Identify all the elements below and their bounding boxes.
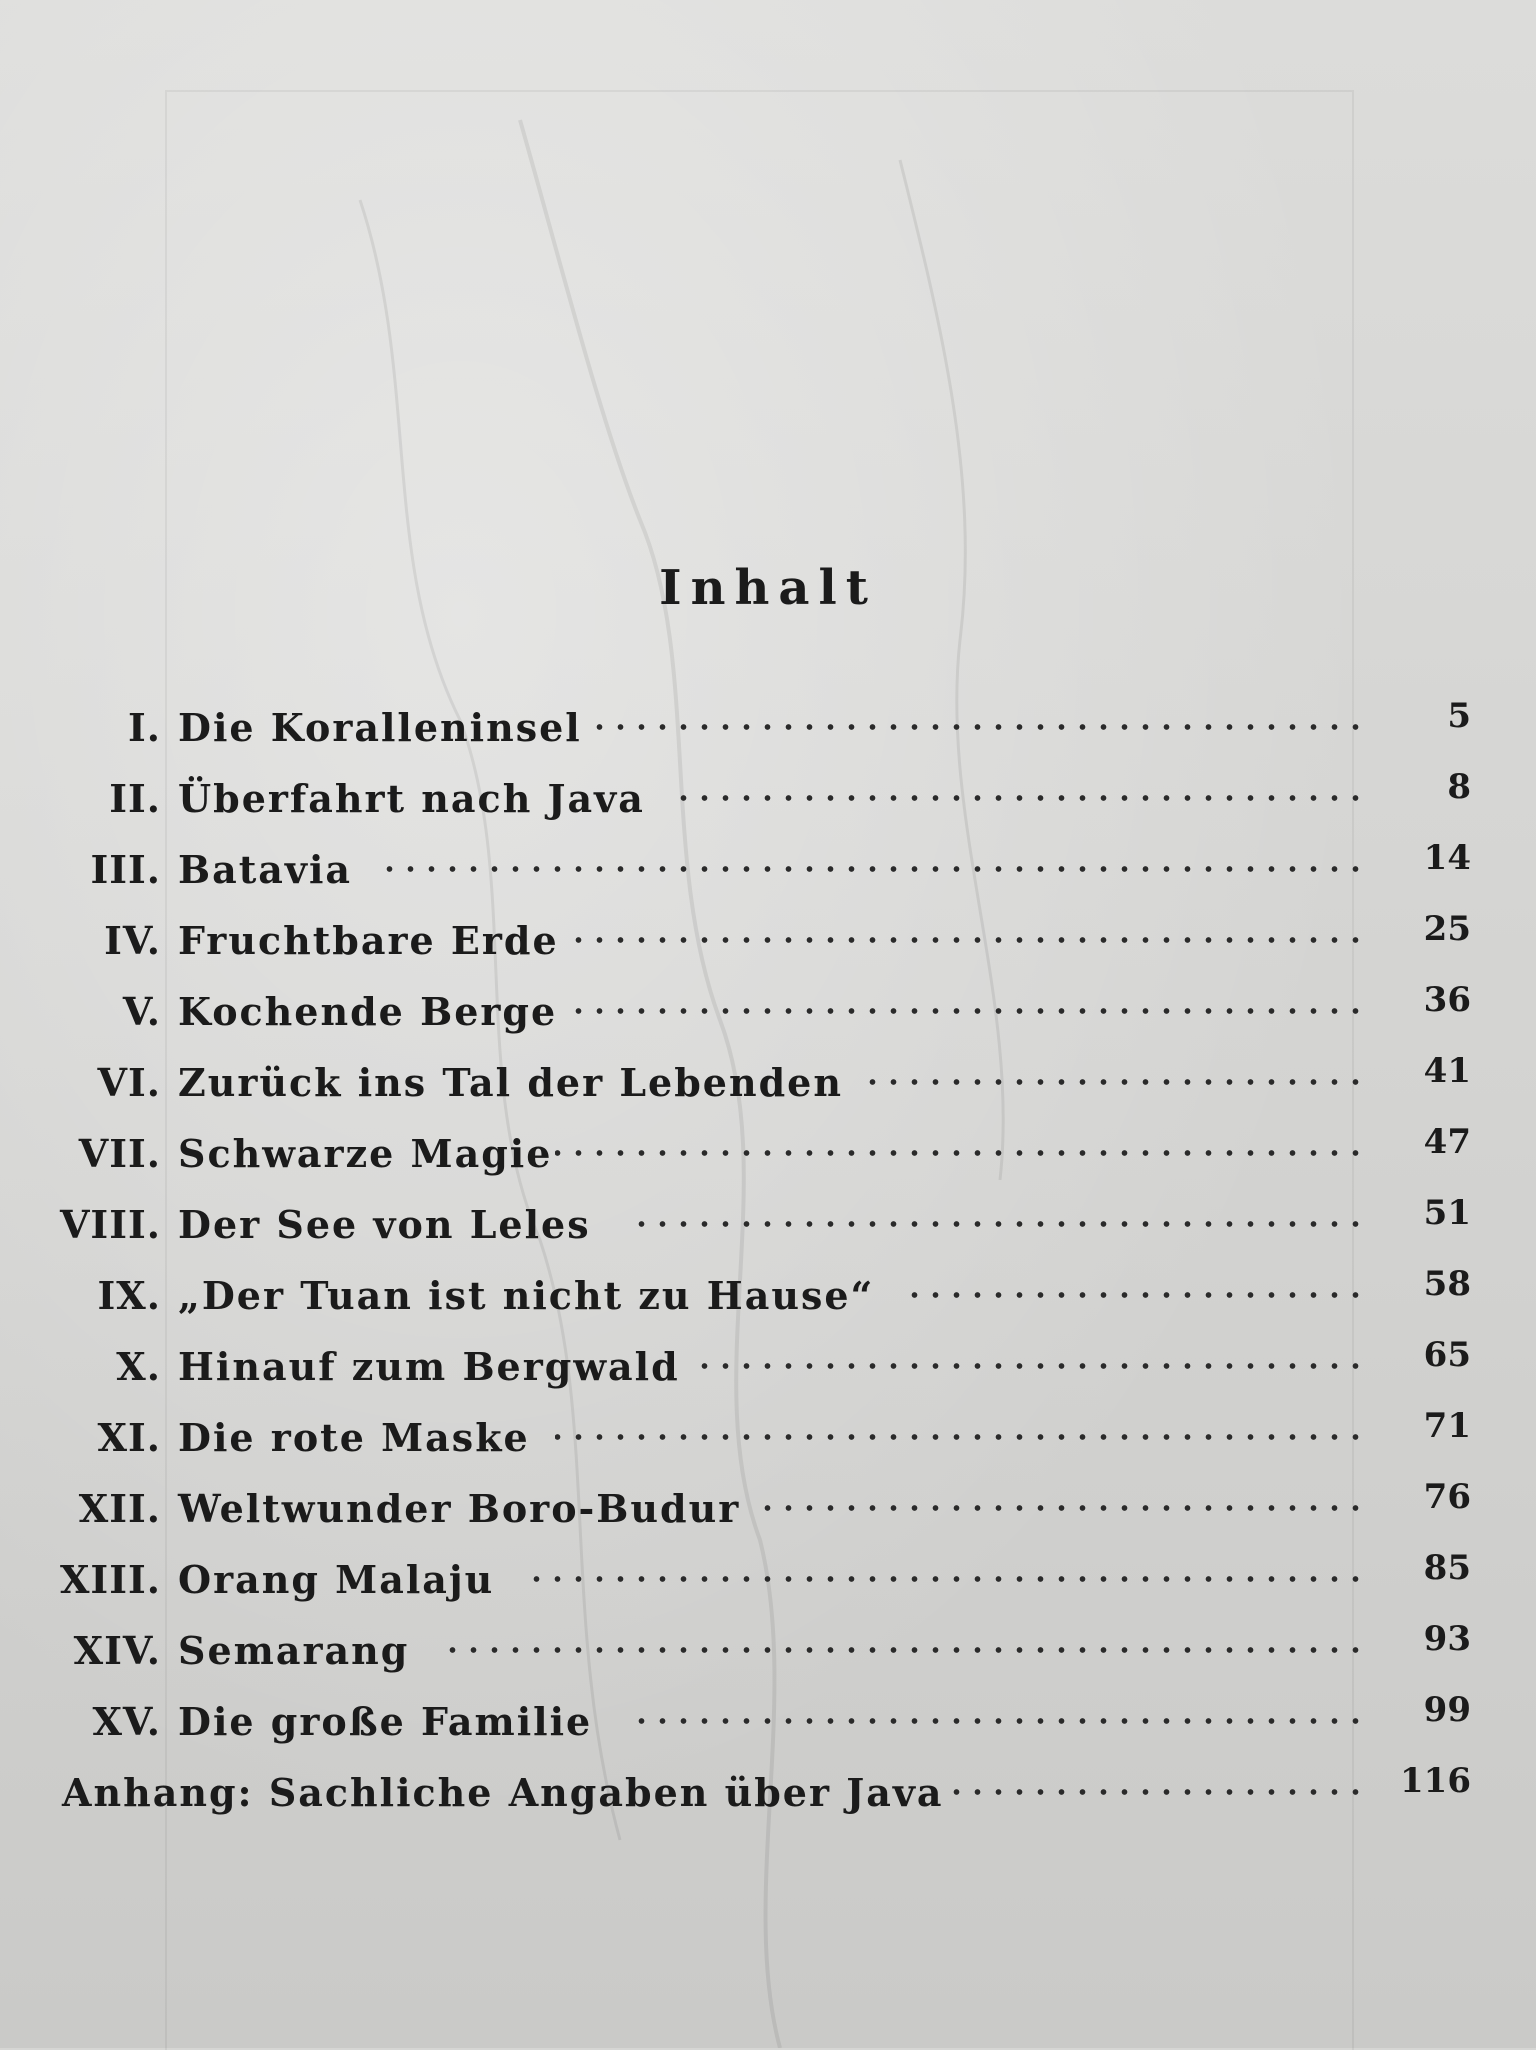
- page-title: Inhalt: [659, 560, 877, 616]
- chapter-title: Zurück ins Tal der Lebenden: [178, 1060, 843, 1105]
- dot-leader: [575, 1001, 1366, 1021]
- chapter-title: Die rote Maske: [178, 1415, 530, 1460]
- dot-leader: [670, 788, 1366, 808]
- chapter-number: I.: [127, 705, 161, 750]
- toc-entry-9: [0, 1264, 1536, 1321]
- toc-entry-6: [0, 1051, 1536, 1108]
- page-number: 5: [1447, 696, 1471, 736]
- chapter-number: XV.: [92, 1699, 161, 1744]
- chapter-title: Die Koralleninsel: [178, 705, 582, 750]
- chapter-title: Batavia: [178, 847, 353, 892]
- dot-leader: [555, 1427, 1366, 1447]
- dot-leader: [435, 1640, 1366, 1660]
- toc-entry-10: [0, 1335, 1536, 1392]
- toc-entry-2: [0, 767, 1536, 824]
- dot-leader: [635, 1214, 1366, 1234]
- chapter-title: Semarang: [178, 1628, 410, 1673]
- dot-leader: [595, 717, 1366, 737]
- page-number: 8: [1447, 767, 1471, 807]
- chapter-title: Orang Malaju: [178, 1557, 495, 1602]
- chapter-number: X.: [116, 1344, 161, 1389]
- chapter-title: Der See von Leles: [178, 1202, 591, 1247]
- chapter-title: Weltwunder Boro-Budur: [178, 1486, 741, 1531]
- page-number: 58: [1423, 1264, 1471, 1304]
- page-number: 71: [1423, 1406, 1471, 1446]
- appendix-title: Anhang: Sachliche Angaben über Java: [62, 1770, 944, 1815]
- page-number: 36: [1423, 980, 1471, 1020]
- page-number: 51: [1423, 1193, 1471, 1233]
- chapter-title: Schwarze Magie: [178, 1131, 553, 1176]
- page-number: 99: [1423, 1690, 1471, 1730]
- chapter-title: Überfahrt nach Java: [178, 776, 645, 821]
- toc-entry-5: [0, 980, 1536, 1037]
- toc-entry-11: [0, 1406, 1536, 1463]
- page-number: 85: [1423, 1548, 1471, 1588]
- chapter-number: IX.: [97, 1273, 161, 1318]
- toc-entry-8: [0, 1193, 1536, 1250]
- chapter-number: XIV.: [73, 1628, 161, 1673]
- chapter-title: Die große Familie: [178, 1699, 593, 1744]
- dot-leader: [575, 930, 1366, 950]
- chapter-number: II.: [109, 776, 161, 821]
- dot-leader: [555, 1143, 1366, 1163]
- page-number: 47: [1423, 1122, 1471, 1162]
- dot-leader: [860, 1072, 1366, 1092]
- dot-leader: [910, 1285, 1366, 1305]
- dot-leader: [760, 1498, 1366, 1518]
- chapter-number: V.: [122, 989, 161, 1034]
- chapter-number: VII.: [78, 1131, 161, 1176]
- toc-entry-appendix: [0, 1761, 1536, 1818]
- chapter-number: VI.: [97, 1060, 161, 1105]
- toc-entry-14: [0, 1619, 1536, 1676]
- chapter-number: XII.: [78, 1486, 161, 1531]
- toc-entry-7: [0, 1122, 1536, 1179]
- page-number: 41: [1423, 1051, 1471, 1091]
- page-number: 25: [1423, 909, 1471, 949]
- page-number: 14: [1423, 838, 1471, 878]
- chapter-number: XIII.: [59, 1557, 161, 1602]
- page-number: 65: [1423, 1335, 1471, 1375]
- chapter-title: Fruchtbare Erde: [178, 918, 559, 963]
- dot-leader: [950, 1782, 1366, 1802]
- dot-leader: [625, 1711, 1366, 1731]
- page-number: 116: [1400, 1761, 1471, 1801]
- toc-entry-15: [0, 1690, 1536, 1747]
- toc-entry-4: [0, 909, 1536, 966]
- page-number: 93: [1423, 1619, 1471, 1659]
- toc-entry-3: [0, 838, 1536, 895]
- chapter-number: III.: [90, 847, 161, 892]
- toc-entry-1: [0, 696, 1536, 753]
- chapter-title: Hinauf zum Bergwald: [178, 1344, 680, 1389]
- chapter-number: XI.: [97, 1415, 161, 1460]
- page-number: 76: [1423, 1477, 1471, 1517]
- dot-leader: [700, 1356, 1366, 1376]
- dot-leader: [525, 1569, 1366, 1589]
- toc-entry-12: [0, 1477, 1536, 1534]
- chapter-title: „Der Tuan ist nicht zu Hause“: [178, 1273, 875, 1318]
- toc-entry-13: [0, 1548, 1536, 1605]
- chapter-title: Kochende Berge: [178, 989, 558, 1034]
- chapter-number: IV.: [104, 918, 161, 963]
- dot-leader: [385, 859, 1366, 879]
- chapter-number: VIII.: [59, 1202, 161, 1247]
